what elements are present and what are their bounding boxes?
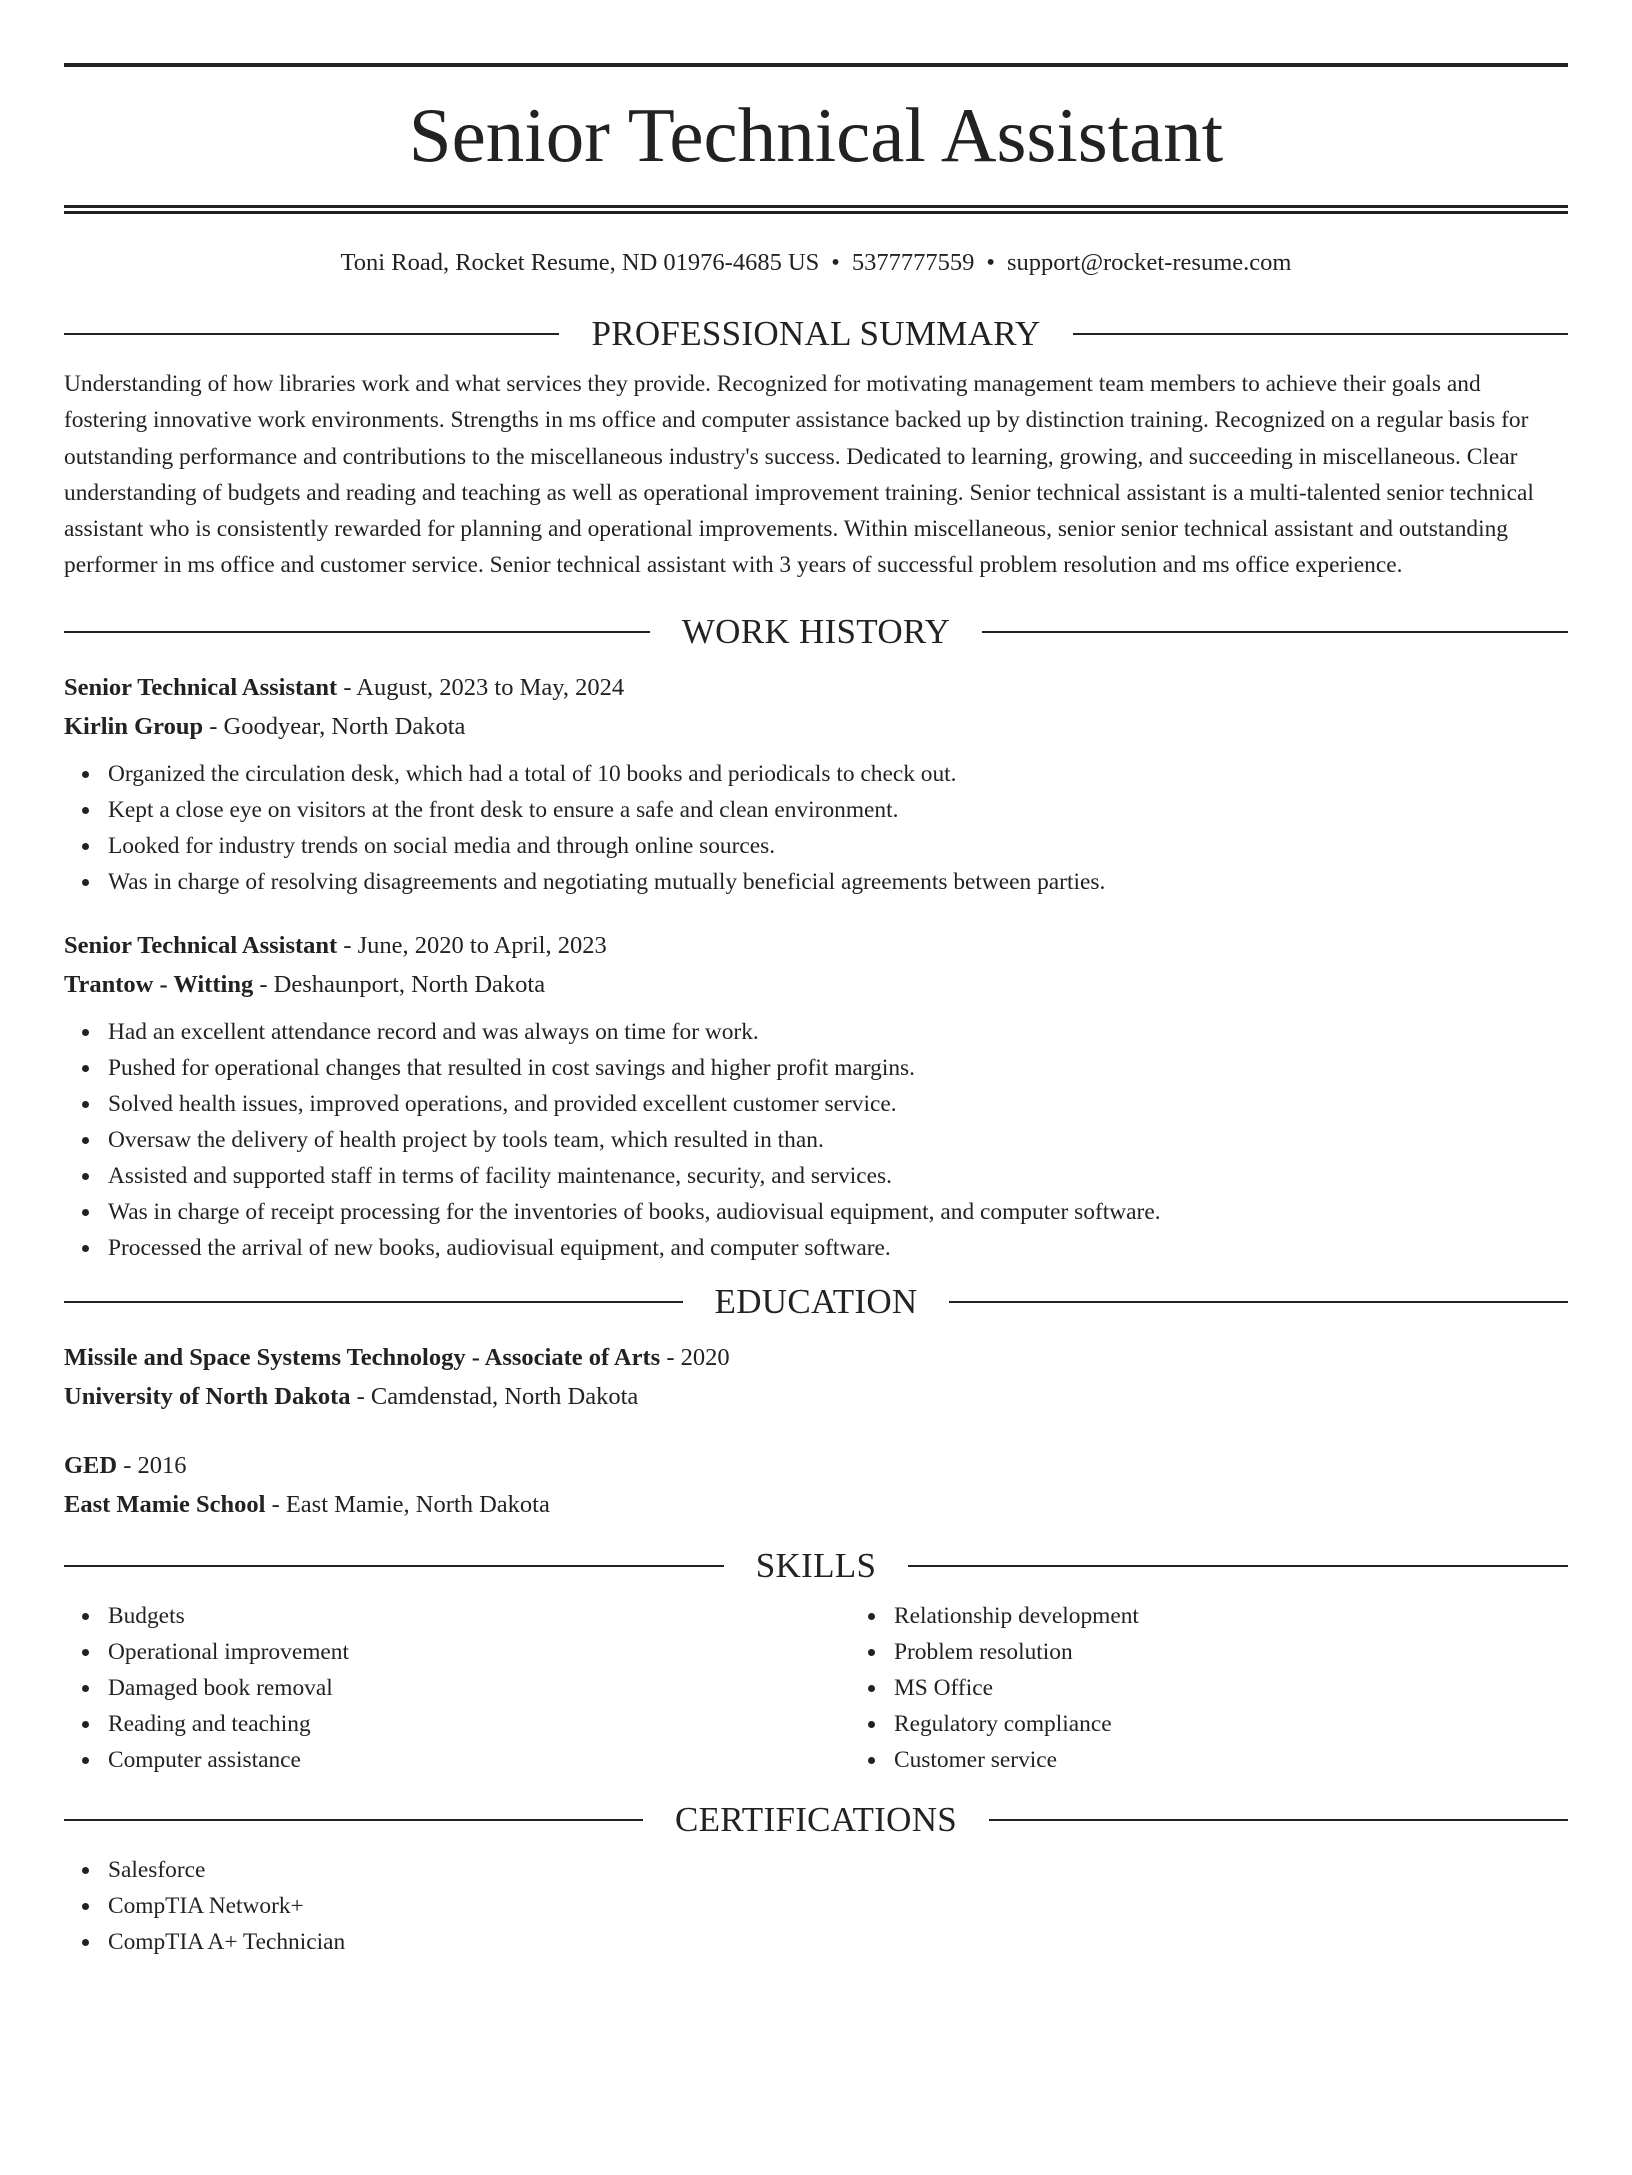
education-location: - East Mamie, North Dakota <box>265 1490 550 1518</box>
skill-item: Damaged book removal <box>108 1670 850 1706</box>
skill-item: Problem resolution <box>894 1634 1568 1670</box>
heading-rule <box>989 1819 1568 1821</box>
list-item: Had an excellent attendance record and was always on time for work. <box>108 1014 1568 1050</box>
list-item: Was in charge of receipt processing for the inventories of books, audiovisual equipment, and computer software. <box>108 1194 1568 1230</box>
job-title-line <box>64 926 1568 965</box>
heading-rule <box>949 1301 1568 1303</box>
job-company: Kirlin Group <box>64 712 204 740</box>
list-item: Solved health issues, improved operations, and provided excellent customer service. <box>108 1086 1568 1122</box>
job-entry <box>64 668 1568 900</box>
job-company-line <box>64 965 1568 1004</box>
list-item: Assisted and supported staff in terms of facility maintenance, security, and services. <box>108 1158 1568 1194</box>
heading-rule <box>64 631 650 633</box>
skill-item: Operational improvement <box>108 1634 850 1670</box>
education-school: East Mamie School <box>64 1490 266 1518</box>
resume-name: Senior Technical Assistant <box>408 92 1224 178</box>
job-bullets <box>64 1014 1568 1266</box>
top-rule <box>64 63 1568 67</box>
section-title: CERTIFICATIONS <box>674 1799 958 1839</box>
section-heading-work <box>64 610 1568 654</box>
job-company-line <box>64 707 1568 746</box>
job-title: Senior Technical Assistant <box>64 931 338 959</box>
skills-right-column <box>850 1598 1568 1778</box>
skill-item: Computer assistance <box>108 1742 850 1778</box>
education-degree-line <box>64 1338 1568 1377</box>
job-location: - Deshaunport, North Dakota <box>253 970 546 998</box>
skill-item: Regulatory compliance <box>894 1706 1568 1742</box>
education-degree: Missile and Space Systems Technology - Associate of Arts <box>64 1343 661 1371</box>
list-item: Kept a close eye on visitors at the front desk to ensure a safe and clean environment. <box>108 792 1568 828</box>
skill-item: Budgets <box>108 1598 850 1634</box>
education-year: - 2016 <box>117 1451 187 1479</box>
section-heading-education <box>64 1280 1568 1324</box>
contact-address: Toni Road, Rocket Resume, ND 01976-4685 US <box>340 249 820 276</box>
contact-line <box>64 248 1568 278</box>
education-school-line <box>64 1377 1568 1416</box>
list-item: Was in charge of resolving disagreements and negotiating mutually beneficial agreements between parties. <box>108 864 1568 900</box>
list-item: Pushed for operational changes that resulted in cost savings and higher profit margins. <box>108 1050 1568 1086</box>
education-location: - Camdenstad, North Dakota <box>350 1382 639 1410</box>
skill-item: Relationship development <box>894 1598 1568 1634</box>
skill-item: MS Office <box>894 1670 1568 1706</box>
heading-rule <box>1073 333 1568 335</box>
education-school-line <box>64 1485 1568 1524</box>
section-title: EDUCATION <box>714 1281 918 1321</box>
section-heading-summary <box>64 312 1568 356</box>
certification-item: CompTIA A+ Technician <box>108 1924 1568 1960</box>
resume-page <box>0 63 1632 2175</box>
education-entry <box>64 1338 1568 1416</box>
job-company: Trantow - Witting <box>64 970 254 998</box>
contact-separator: • <box>986 249 995 276</box>
skills-grid <box>64 1598 1568 1778</box>
job-title-line <box>64 668 1568 707</box>
section-title: PROFESSIONAL SUMMARY <box>591 314 1041 353</box>
list-item: Processed the arrival of new books, audiovisual equipment, and computer software. <box>108 1230 1568 1266</box>
double-rule <box>64 205 1568 214</box>
heading-rule <box>982 631 1568 633</box>
heading-rule <box>64 1565 724 1567</box>
job-dates: - June, 2020 to April, 2023 <box>337 931 607 959</box>
list-item: Looked for industry trends on social media and through online sources. <box>108 828 1568 864</box>
heading-rule <box>908 1565 1568 1567</box>
job-bullets <box>64 756 1568 900</box>
list-item: Organized the circulation desk, which had a total of 10 books and periodicals to check out. <box>108 756 1568 792</box>
education-degree: GED <box>64 1451 118 1479</box>
skill-item: Reading and teaching <box>108 1706 850 1742</box>
job-location: - Goodyear, North Dakota <box>203 712 466 740</box>
job-title: Senior Technical Assistant <box>64 673 338 701</box>
certification-item: Salesforce <box>108 1852 1568 1888</box>
education-entry <box>64 1446 1568 1524</box>
job-dates: - August, 2023 to May, 2024 <box>337 673 625 701</box>
certification-item: CompTIA Network+ <box>108 1888 1568 1924</box>
section-title: WORK HISTORY <box>681 611 951 651</box>
summary-text: Understanding of how libraries work and what services they provide. Recognized for motivating management team members to achieve their goals and fostering innovative work environments. Strengths in ms office and computer assistance backed up by distinction training. Recognized on a regular basis for outstanding performance and contributions to the miscellaneous industry's success. Dedicated to learning, growing, and succeeding in miscellaneous. Clear understanding of budgets and reading and teaching as well as operational improvement training. Senior technical assistant is a multi-talented senior technical assistant who is consistently rewarded for planning and operational improvements. Within miscellaneous, senior senior technical assistant and outstanding performer in ms office and customer service. Senior technical assistant with 3 years of successful problem resolution and ms office experience. <box>64 371 1534 579</box>
heading-rule <box>64 1819 643 1821</box>
job-entry <box>64 926 1568 1266</box>
section-heading-skills <box>64 1544 1568 1588</box>
education-school: University of North Dakota <box>64 1382 351 1410</box>
heading-rule <box>64 1301 683 1303</box>
contact-email: support@rocket-resume.com <box>1006 249 1292 276</box>
section-heading-certifications <box>64 1798 1568 1842</box>
section-title: SKILLS <box>755 1545 877 1585</box>
contact-phone: 5377777559 <box>851 249 975 276</box>
skills-left-column <box>64 1598 850 1778</box>
education-degree-line <box>64 1446 1568 1485</box>
education-year: - 2020 <box>660 1343 730 1371</box>
heading-rule <box>64 333 559 335</box>
contact-separator: • <box>831 249 840 276</box>
certifications-list <box>64 1852 1568 1960</box>
list-item: Oversaw the delivery of health project by tools team, which resulted in than. <box>108 1122 1568 1158</box>
skill-item: Customer service <box>894 1742 1568 1778</box>
